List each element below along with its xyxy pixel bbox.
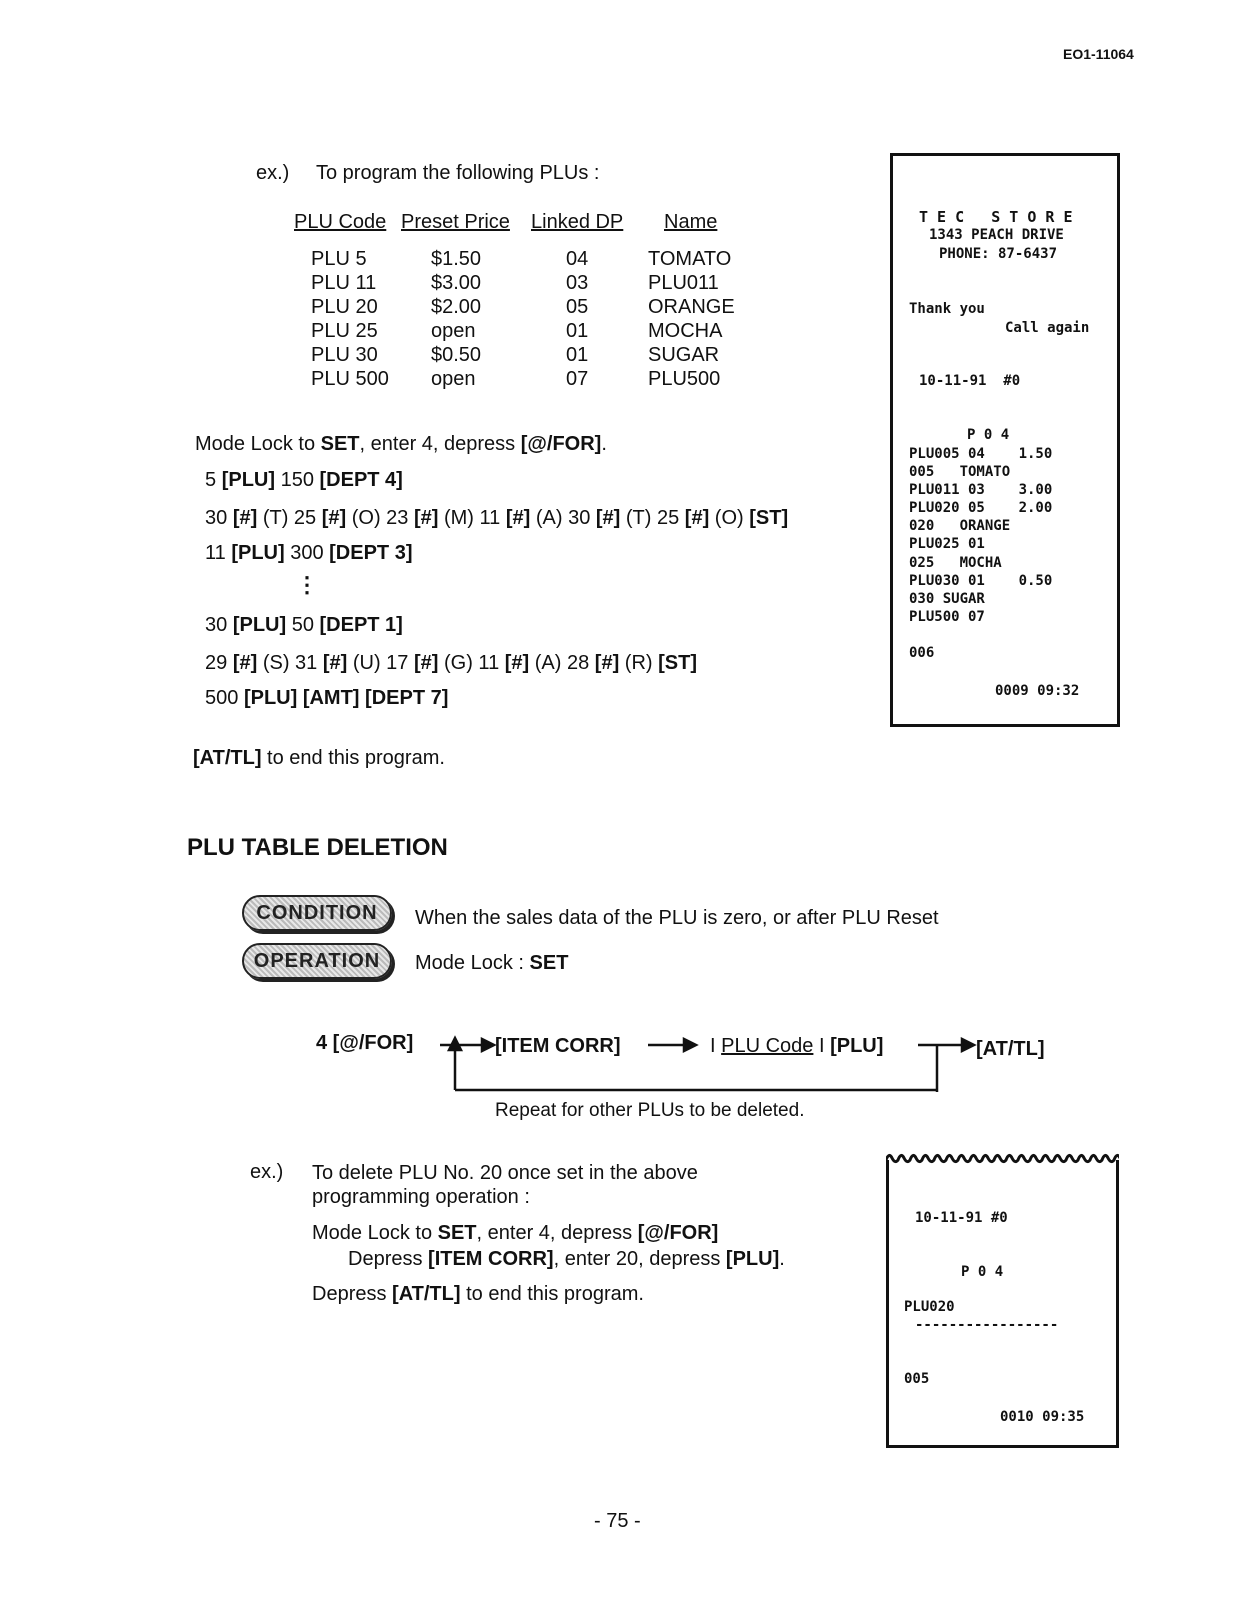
table-cell: SUGAR	[648, 344, 720, 366]
flow-start: 4 [@/FOR]	[316, 1032, 414, 1054]
receipt-line: PHONE: 87-6437	[939, 246, 1058, 262]
step-plu11: 11 [PLU] 300 [DEPT 3]	[205, 542, 413, 564]
example2-label: ex.)	[250, 1161, 284, 1183]
example2-line: Depress [ITEM CORR], enter 20, depress [PLU].	[348, 1248, 785, 1270]
table-header: Preset Price	[401, 211, 510, 233]
table-cell: open	[431, 368, 476, 390]
table-cell: $3.00	[431, 272, 482, 294]
receipt-line: 005	[904, 1371, 930, 1387]
table-cell: 04	[566, 248, 589, 270]
receipt-line: T E C S T O R E	[919, 208, 1073, 226]
table-header: Name	[664, 211, 718, 233]
table-cell: $1.50	[431, 248, 482, 270]
example-intro: To program the following PLUs :	[316, 162, 600, 184]
step-plu5: 5 [PLU] 150 [DEPT 4]	[205, 469, 403, 491]
receipt-line: 020 ORANGE	[909, 518, 1011, 534]
condition-text: When the sales data of the PLU is zero, or after PLU Reset	[415, 907, 939, 929]
example-label: ex.)	[256, 162, 290, 184]
flow-arrows	[420, 1030, 980, 1100]
torn-edge	[886, 1150, 1119, 1166]
document-id: EO1-11064	[1063, 46, 1134, 62]
table-cell: ORANGE	[648, 296, 735, 318]
receipt-program	[890, 153, 1120, 727]
table-cell: $2.00	[431, 296, 482, 318]
step-tomato-name: 30 [#] (T) 25 [#] (O) 23 [#] (M) 11 [#] (A) 30 [#] (T) 25 [#] (O) [ST]	[205, 507, 789, 529]
condition-badge: CONDITION	[242, 895, 392, 931]
flow-item-corr: [ITEM CORR]	[495, 1035, 621, 1057]
table-cell: 01	[566, 344, 589, 366]
table-header: PLU Code	[294, 211, 387, 233]
flow-repeat-note: Repeat for other PLUs to be deleted.	[495, 1100, 805, 1121]
table-cell: PLU 25	[311, 320, 378, 342]
receipt-line: 030 SUGAR	[909, 591, 985, 607]
table-cell: PLU 30	[311, 344, 378, 366]
table-cell: PLU500	[648, 368, 721, 390]
receipt-line: 10-11-91 #0	[915, 1210, 1008, 1226]
receipt-line: Call again	[1005, 320, 1090, 336]
receipt-line: 005 TOMATO	[909, 464, 1011, 480]
operation-badge: OPERATION	[242, 943, 392, 979]
receipt-line: 006	[909, 645, 935, 661]
table-cell: $0.50	[431, 344, 482, 366]
receipt-line: PLU500 07	[909, 609, 985, 625]
table-cell: open	[431, 320, 476, 342]
table-cell: 01	[566, 320, 589, 342]
table-cell: 03	[566, 272, 589, 294]
receipt-line: P 0 4	[967, 427, 1010, 443]
receipt-line: 025 MOCHA	[909, 555, 1002, 571]
receipt-line: 1343 PEACH DRIVE	[929, 227, 1064, 243]
receipt-line: 0010 09:35	[1000, 1409, 1085, 1425]
table-cell: PLU 500	[311, 368, 389, 390]
table-cell: 07	[566, 368, 589, 390]
table-header: Linked DP	[531, 211, 624, 233]
receipt-line: PLU005 04 1.50	[909, 446, 1053, 462]
page-number: - 75 -	[594, 1510, 641, 1532]
example2-line: To delete PLU No. 20 once set in the above	[312, 1162, 698, 1184]
table-cell: PLU 11	[311, 272, 377, 294]
receipt-line: Thank you	[909, 301, 985, 317]
table-cell: PLU 20	[311, 296, 378, 318]
table-cell: TOMATO	[648, 248, 732, 270]
step-plu500: 500 [PLU] [AMT] [DEPT 7]	[205, 687, 449, 709]
example2-line: Depress [AT/TL] to end this program.	[312, 1283, 644, 1305]
step-sugar-name: 29 [#] (S) 31 [#] (U) 17 [#] (G) 11 [#] (A) 28 [#] (R) [ST]	[205, 652, 698, 674]
receipt-line: 0009 09:32	[995, 683, 1080, 699]
flow-end: [AT/TL]	[976, 1038, 1045, 1060]
ellipsis: ⋮	[296, 572, 318, 597]
operation-text: Mode Lock : SET	[415, 952, 569, 974]
table-cell: 05	[566, 296, 589, 318]
receipt-line: PLU030 01 0.50	[909, 573, 1053, 589]
table-cell: PLU 5	[311, 248, 367, 270]
receipt-line: 10-11-91 #0	[919, 373, 1021, 389]
receipt-line: PLU020 05 2.00	[909, 500, 1053, 516]
step-mode-lock: Mode Lock to SET, enter 4, depress [@/FOR].	[195, 433, 607, 455]
example2-line: programming operation :	[312, 1186, 530, 1208]
receipt-line: P 0 4	[961, 1264, 1004, 1280]
flow-plu-code: I PLU Code I [PLU]	[710, 1035, 884, 1057]
receipt-line: PLU025 01	[909, 536, 985, 552]
end-instruction: [AT/TL] to end this program.	[193, 747, 445, 769]
receipt-line: -----------------	[915, 1317, 1059, 1333]
table-cell: MOCHA	[648, 320, 723, 342]
step-plu30: 30 [PLU] 50 [DEPT 1]	[205, 614, 403, 636]
table-cell: PLU011	[648, 272, 719, 294]
receipt-line: PLU020	[904, 1299, 955, 1315]
example2-line: Mode Lock to SET, enter 4, depress [@/FOR]	[312, 1222, 719, 1244]
section-heading: PLU TABLE DELETION	[187, 834, 448, 861]
receipt-deletion	[886, 1160, 1119, 1448]
receipt-line: PLU011 03 3.00	[909, 482, 1053, 498]
